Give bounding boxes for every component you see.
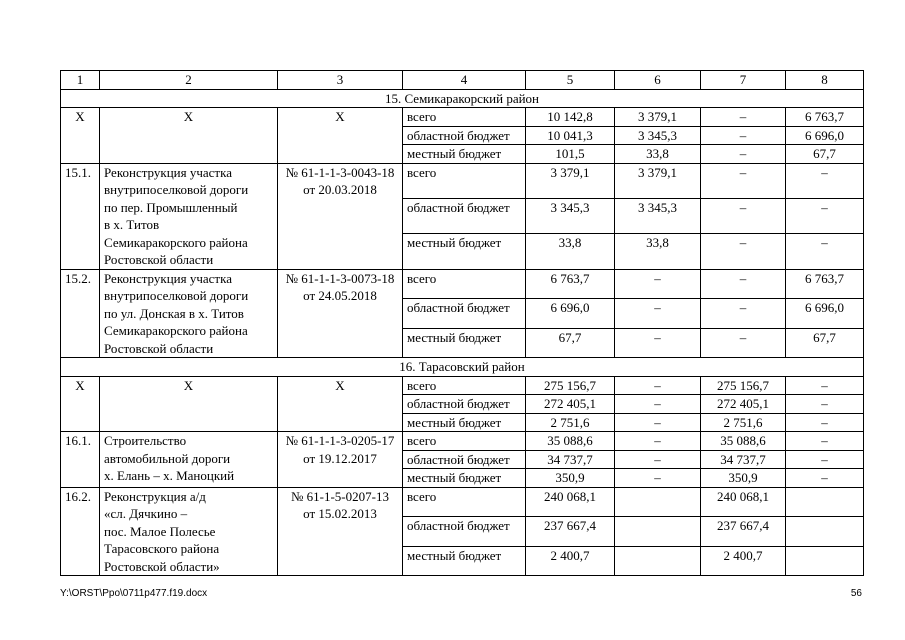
value-cell-col5: 10 041,3 xyxy=(526,126,615,145)
value-cell-col6: – xyxy=(615,413,701,432)
total-row xyxy=(61,108,864,127)
value-cell-col5: 33,8 xyxy=(526,234,615,269)
item-row xyxy=(61,487,864,517)
budget-type-cell: областной бюджет xyxy=(403,198,526,233)
budget-type-cell: всего xyxy=(403,487,526,517)
section-title: 16. Тарасовский район xyxy=(61,358,864,377)
item-document-cell xyxy=(278,269,403,358)
item-document-line: № 61-1-1-3-0073-18 xyxy=(285,270,395,286)
budget-type-cell: местный бюджет xyxy=(403,234,526,269)
value-cell-col6: 3 345,3 xyxy=(615,126,701,145)
table-body xyxy=(61,71,864,576)
item-name-line: Строительство xyxy=(104,433,187,448)
budget-type-cell: местный бюджет xyxy=(403,328,526,358)
budget-type-cell: всего xyxy=(403,269,526,299)
value-cell-col7: – xyxy=(701,198,786,233)
value-cell-col7: 275 156,7 xyxy=(701,376,786,395)
header-row xyxy=(61,71,864,90)
item-name-line: «сл. Дячкино – xyxy=(104,506,188,521)
value-cell-col6: 3 379,1 xyxy=(615,163,701,198)
value-cell-col6 xyxy=(615,487,701,517)
value-cell-col6: – xyxy=(615,395,701,414)
value-cell-col8: 6 696,0 xyxy=(786,299,864,329)
item-number-cell: 16.2. xyxy=(61,487,100,576)
value-cell-col5: 101,5 xyxy=(526,145,615,164)
total-marker-cell: X xyxy=(61,376,100,432)
budget-type-cell: областной бюджет xyxy=(403,450,526,469)
item-name-line: Реконструкция участка xyxy=(104,164,232,180)
header-cell: 3 xyxy=(278,71,403,90)
value-cell-col5: 3 379,1 xyxy=(526,163,615,198)
budget-type-cell: местный бюджет xyxy=(403,145,526,164)
value-cell-col8 xyxy=(786,517,864,547)
value-cell-col5: 272 405,1 xyxy=(526,395,615,414)
value-cell-col8: – xyxy=(786,432,864,451)
item-row xyxy=(61,269,864,299)
budget-type-cell: местный бюджет xyxy=(403,546,526,576)
budget-type-cell: всего xyxy=(403,163,526,198)
total-marker-cell: X xyxy=(100,376,278,432)
total-marker-cell: X xyxy=(61,108,100,164)
value-cell-col8 xyxy=(786,546,864,576)
item-name-line: внутрипоселковой дороги xyxy=(104,182,249,197)
item-document-line: от 20.03.2018 xyxy=(303,182,377,197)
header-cell: 4 xyxy=(403,71,526,90)
item-name-line: Ростовской области xyxy=(104,340,214,356)
item-document-line: от 15.02.2013 xyxy=(303,506,377,521)
value-cell-col6: 33,8 xyxy=(615,145,701,164)
value-cell-col5: 6 696,0 xyxy=(526,299,615,329)
value-cell-col5: 350,9 xyxy=(526,469,615,488)
value-cell-col7: 35 088,6 xyxy=(701,432,786,451)
total-marker-cell: X xyxy=(278,376,403,432)
budget-type-cell: всего xyxy=(403,432,526,451)
item-number-cell: 16.1. xyxy=(61,432,100,488)
header-cell: 2 xyxy=(100,71,278,90)
value-cell-col7: 2 751,6 xyxy=(701,413,786,432)
value-cell-col6 xyxy=(615,546,701,576)
value-cell-col8: 6 696,0 xyxy=(786,126,864,145)
header-cell: 6 xyxy=(615,71,701,90)
value-cell-col5: 3 345,3 xyxy=(526,198,615,233)
value-cell-col8: – xyxy=(786,450,864,469)
section-title-row xyxy=(61,358,864,377)
value-cell-col8: – xyxy=(786,376,864,395)
value-cell-col7: – xyxy=(701,299,786,329)
value-cell-col8: 6 763,7 xyxy=(786,269,864,299)
item-name-line: пос. Малое Полесье xyxy=(104,523,216,539)
value-cell-col5: 237 667,4 xyxy=(526,517,615,547)
budget-type-cell: всего xyxy=(403,108,526,127)
item-name-cell xyxy=(100,487,278,576)
total-row xyxy=(61,376,864,395)
value-cell-col8: – xyxy=(786,469,864,488)
value-cell-col7: 237 667,4 xyxy=(701,517,786,547)
value-cell-col7: – xyxy=(701,126,786,145)
value-cell-col7: – xyxy=(701,234,786,269)
value-cell-col7: – xyxy=(701,328,786,358)
value-cell-col6: – xyxy=(615,469,701,488)
header-cell: 5 xyxy=(526,71,615,90)
value-cell-col7: 350,9 xyxy=(701,469,786,488)
header-cell: 8 xyxy=(786,71,864,90)
item-name-line: Ростовской области» xyxy=(104,558,220,574)
value-cell-col6: – xyxy=(615,269,701,299)
item-name-line: по пер. Промышленный xyxy=(104,199,238,215)
value-cell-col5: 240 068,1 xyxy=(526,487,615,517)
item-name-line: Семикаракорского района xyxy=(104,323,248,338)
value-cell-col7: – xyxy=(701,269,786,299)
item-row xyxy=(61,163,864,198)
value-cell-col6 xyxy=(615,517,701,547)
value-cell-col8: – xyxy=(786,198,864,233)
value-cell-col8: 6 763,7 xyxy=(786,108,864,127)
section-title-row xyxy=(61,89,864,108)
item-name-line: Семикаракорского района xyxy=(104,234,248,250)
value-cell-col8: – xyxy=(786,163,864,198)
value-cell-col5: 2 751,6 xyxy=(526,413,615,432)
value-cell-col7: 272 405,1 xyxy=(701,395,786,414)
value-cell-col6: 3 379,1 xyxy=(615,108,701,127)
item-name-line: Тарасовского района xyxy=(104,541,220,556)
value-cell-col5: 35 088,6 xyxy=(526,432,615,451)
budget-table xyxy=(60,70,864,576)
value-cell-col5: 34 737,7 xyxy=(526,450,615,469)
value-cell-col7: – xyxy=(701,108,786,127)
footer-page-number: 56 xyxy=(850,588,862,599)
total-marker-cell: X xyxy=(100,108,278,164)
item-document-line: № 61-1-5-0207-13 xyxy=(291,488,389,504)
item-name-line: Реконструкция а/д xyxy=(104,488,206,504)
value-cell-col7: 2 400,7 xyxy=(701,546,786,576)
item-document-cell xyxy=(278,163,403,269)
value-cell-col5: 10 142,8 xyxy=(526,108,615,127)
value-cell-col5: 6 763,7 xyxy=(526,269,615,299)
item-name-line: Ростовской области xyxy=(104,252,214,267)
value-cell-col5: 67,7 xyxy=(526,328,615,358)
value-cell-col8: – xyxy=(786,395,864,414)
value-cell-col8: 67,7 xyxy=(786,145,864,164)
item-name-line: автомобильной дороги xyxy=(104,450,231,466)
item-document-line: от 19.12.2017 xyxy=(303,450,377,466)
budget-type-cell: областной бюджет xyxy=(403,517,526,547)
footer-file-path: Y:\ORST\Ppo\0711p477.f19.docx xyxy=(60,588,208,599)
value-cell-col7: – xyxy=(701,145,786,164)
value-cell-col8 xyxy=(786,487,864,517)
budget-type-cell: местный бюджет xyxy=(403,413,526,432)
item-name-line: х. Елань – х. Маноцкий xyxy=(104,468,235,483)
value-cell-col6: – xyxy=(615,376,701,395)
item-name-line: Реконструкция участка xyxy=(104,270,232,286)
item-document-cell xyxy=(278,487,403,576)
value-cell-col8: – xyxy=(786,413,864,432)
section-title: 15. Семикаракорский район xyxy=(61,89,864,108)
budget-type-cell: местный бюджет xyxy=(403,469,526,488)
header-cell: 7 xyxy=(701,71,786,90)
item-name-cell xyxy=(100,432,278,488)
value-cell-col6: – xyxy=(615,328,701,358)
value-cell-col7: 34 737,7 xyxy=(701,450,786,469)
item-name-line: внутрипоселковой дороги xyxy=(104,288,249,303)
budget-type-cell: всего xyxy=(403,376,526,395)
value-cell-col5: 2 400,7 xyxy=(526,546,615,576)
item-name-cell xyxy=(100,163,278,269)
total-marker-cell: X xyxy=(278,108,403,164)
item-number-cell: 15.1. xyxy=(61,163,100,269)
item-number-cell: 15.2. xyxy=(61,269,100,358)
item-name-line: в х. Титов xyxy=(104,217,160,232)
budget-type-cell: областной бюджет xyxy=(403,395,526,414)
value-cell-col7: – xyxy=(701,163,786,198)
value-cell-col8: – xyxy=(786,234,864,269)
item-document-line: от 24.05.2018 xyxy=(303,288,377,303)
value-cell-col6: – xyxy=(615,299,701,329)
value-cell-col6: 3 345,3 xyxy=(615,198,701,233)
header-cell: 1 xyxy=(61,71,100,90)
item-document-line: № 61-1-1-3-0205-17 xyxy=(285,433,395,448)
value-cell-col6: – xyxy=(615,432,701,451)
value-cell-col8: 67,7 xyxy=(786,328,864,358)
budget-type-cell: областной бюджет xyxy=(403,299,526,329)
item-name-line: по ул. Донская в х. Титов xyxy=(104,305,244,321)
value-cell-col5: 275 156,7 xyxy=(526,376,615,395)
item-name-cell xyxy=(100,269,278,358)
budget-type-cell: областной бюджет xyxy=(403,126,526,145)
value-cell-col6: – xyxy=(615,450,701,469)
item-row xyxy=(61,432,864,451)
item-document-cell xyxy=(278,432,403,488)
value-cell-col6: 33,8 xyxy=(615,234,701,269)
value-cell-col7: 240 068,1 xyxy=(701,487,786,517)
item-document-line: № 61-1-1-3-0043-18 xyxy=(285,164,395,180)
